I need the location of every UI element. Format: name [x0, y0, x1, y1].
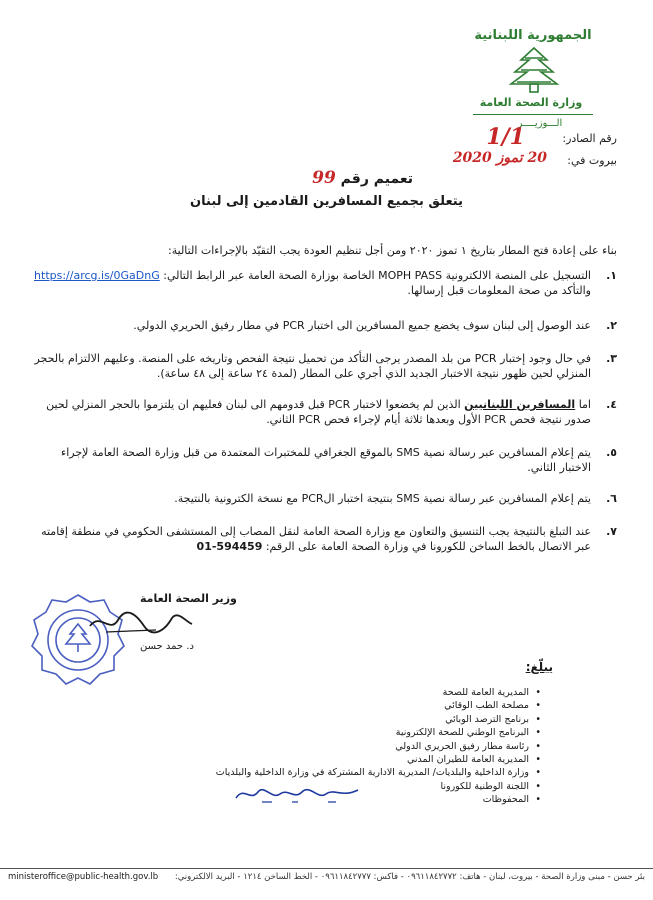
list-item: • وزارة الداخلية والبلديات/ المديرية الادارية المشتركة في وزارة الداخلية والبلديات	[181, 766, 541, 779]
list-item: ١. التسجيل على المنصة الالكترونية MOPH PASS الخاصة بوزارة الصحة العامة عبر الرابط التالي: https://arcg.is/0GaDnG والتأكد من صحة المعلومات قبل إرسالها.	[34, 269, 617, 297]
list-item: ٢. عند الوصول إلى لبنان سوف يخضع جميع المسافرين الى اختبار PCR في مطار رفيق الحريري الدولي.	[133, 319, 617, 332]
issue-number-value: 1/1	[486, 124, 525, 150]
issue-number-row	[486, 124, 617, 150]
footer-email[interactable]: ministeroffice@public-health.gov.lb	[8, 872, 159, 882]
list-item: • برنامج الترصد الوبائي	[181, 713, 541, 726]
ministry-heading: وزارة الصحة العامة	[479, 96, 583, 109]
issue-number-label: رقم الصادر:	[562, 132, 617, 145]
distribution-title: يبلّغ:	[525, 660, 553, 674]
list-item: ٣. في حال وجود إختبار PCR من بلد المصدر يرجى التأكد من تحميل نتيجة الفحص وتاريخه على المنصة. وعليهم الالتزام بالحجر المنزلي لحين ظهور نتيجة الاختبار الجديد الذي أجري على المطار (لمدة ٢٤ ساعة إلى ٤٨ ساعة).	[34, 352, 617, 380]
issue-date-label: بيروت في:	[567, 154, 617, 167]
circular-title	[312, 168, 413, 188]
signature-title: وزير الصحة العامة	[140, 592, 237, 605]
circular-number: 99	[312, 168, 336, 188]
list-item: • المديرية العامة للصحة	[181, 686, 541, 699]
list-item: ٥. يتم إعلام المسافرين عبر رسالة نصية SMS بالموقع الجغرافي للمختبرات المعتمدة من قبل وزارة الصحة العامة لإجراء الاختبار الثاني.	[61, 446, 617, 474]
republic-heading: الجمهورية اللبنانية	[474, 28, 592, 43]
footer-address: بئر حسن - مبنى وزارة الصحة - بيروت، لبنان - هاتف: ٠٩٦١١٨٤٢٧٧٢ - فاكس: ٠٩٦١١٨٤٢٧٧٧ - الخط الساخن ١٢١٤ - البريد الالكتروني:	[174, 872, 645, 882]
registration-link[interactable]: https://arcg.is/0GaDnG	[34, 269, 160, 282]
list-item: ٦. يتم إعلام المسافرين عبر رسالة نصية SMS بنتيجة اختبار الPCR مع نسخة الكترونية بالنتيجة.	[174, 492, 617, 505]
list-item: • مصلحة الطب الوقائي	[181, 699, 541, 712]
handwritten-signature	[86, 604, 196, 640]
minister-heading: الـــوزيــــر	[517, 118, 563, 129]
letterhead-divider	[473, 114, 593, 115]
list-item: ٧. عند التبلغ بالنتيجة يجب التنسيق والتعاون مع وزارة الصحة العامة لنقل المصاب إلى المستشفى الحكومي في منطقة إقامته عبر الاتصال بالخط الساخن للكورونا في وزارة الصحة العامة على الرقم: 01-594459	[41, 525, 617, 553]
procedure-list	[32, 268, 617, 574]
handwritten-note	[232, 780, 362, 806]
signatory-name: د. حمد حسن	[140, 641, 194, 652]
intro-paragraph: بناء على إعادة فتح المطار بتاريخ ١ تموز ٢٠٢٠ ومن أجل تنظيم العودة يجب التقيّد بالإجراءات التالية:	[168, 244, 617, 257]
list-item: • المديرية العامة للطيران المدني	[181, 753, 541, 766]
issue-date-row	[452, 150, 617, 167]
list-item: • اللجنة الوطنية للكورونا	[181, 780, 541, 793]
list-item: • البرنامج الوطني للصحة الإلكترونية	[181, 726, 541, 739]
issue-date-value: 20 تموز 2020	[452, 150, 547, 166]
list-item: • رئاسة مطار رفيق الحريري الدولي	[181, 740, 541, 753]
list-item: • المحفوظات	[181, 793, 541, 806]
list-item: ٤. اما المسافرين اللبنانيين الذين لم يخضعوا لاختبار PCR قبل قدومهم الى لبنان فعليهم ان يلتزموا بالحجر المنزلي لحين صدور نتيجة فحص PCR الأول وبعدها ثلاثة أيام لإجراء فحص PCR الثاني.	[46, 398, 617, 426]
footer-divider	[0, 868, 653, 869]
circular-subject: يتعلق بجميع المسافرين القادمين إلى لبنان	[190, 194, 463, 209]
circular-label: تعميم رقم	[340, 171, 413, 187]
cedar-tree-icon	[503, 44, 565, 96]
hotline-number: 01-594459	[196, 540, 263, 553]
